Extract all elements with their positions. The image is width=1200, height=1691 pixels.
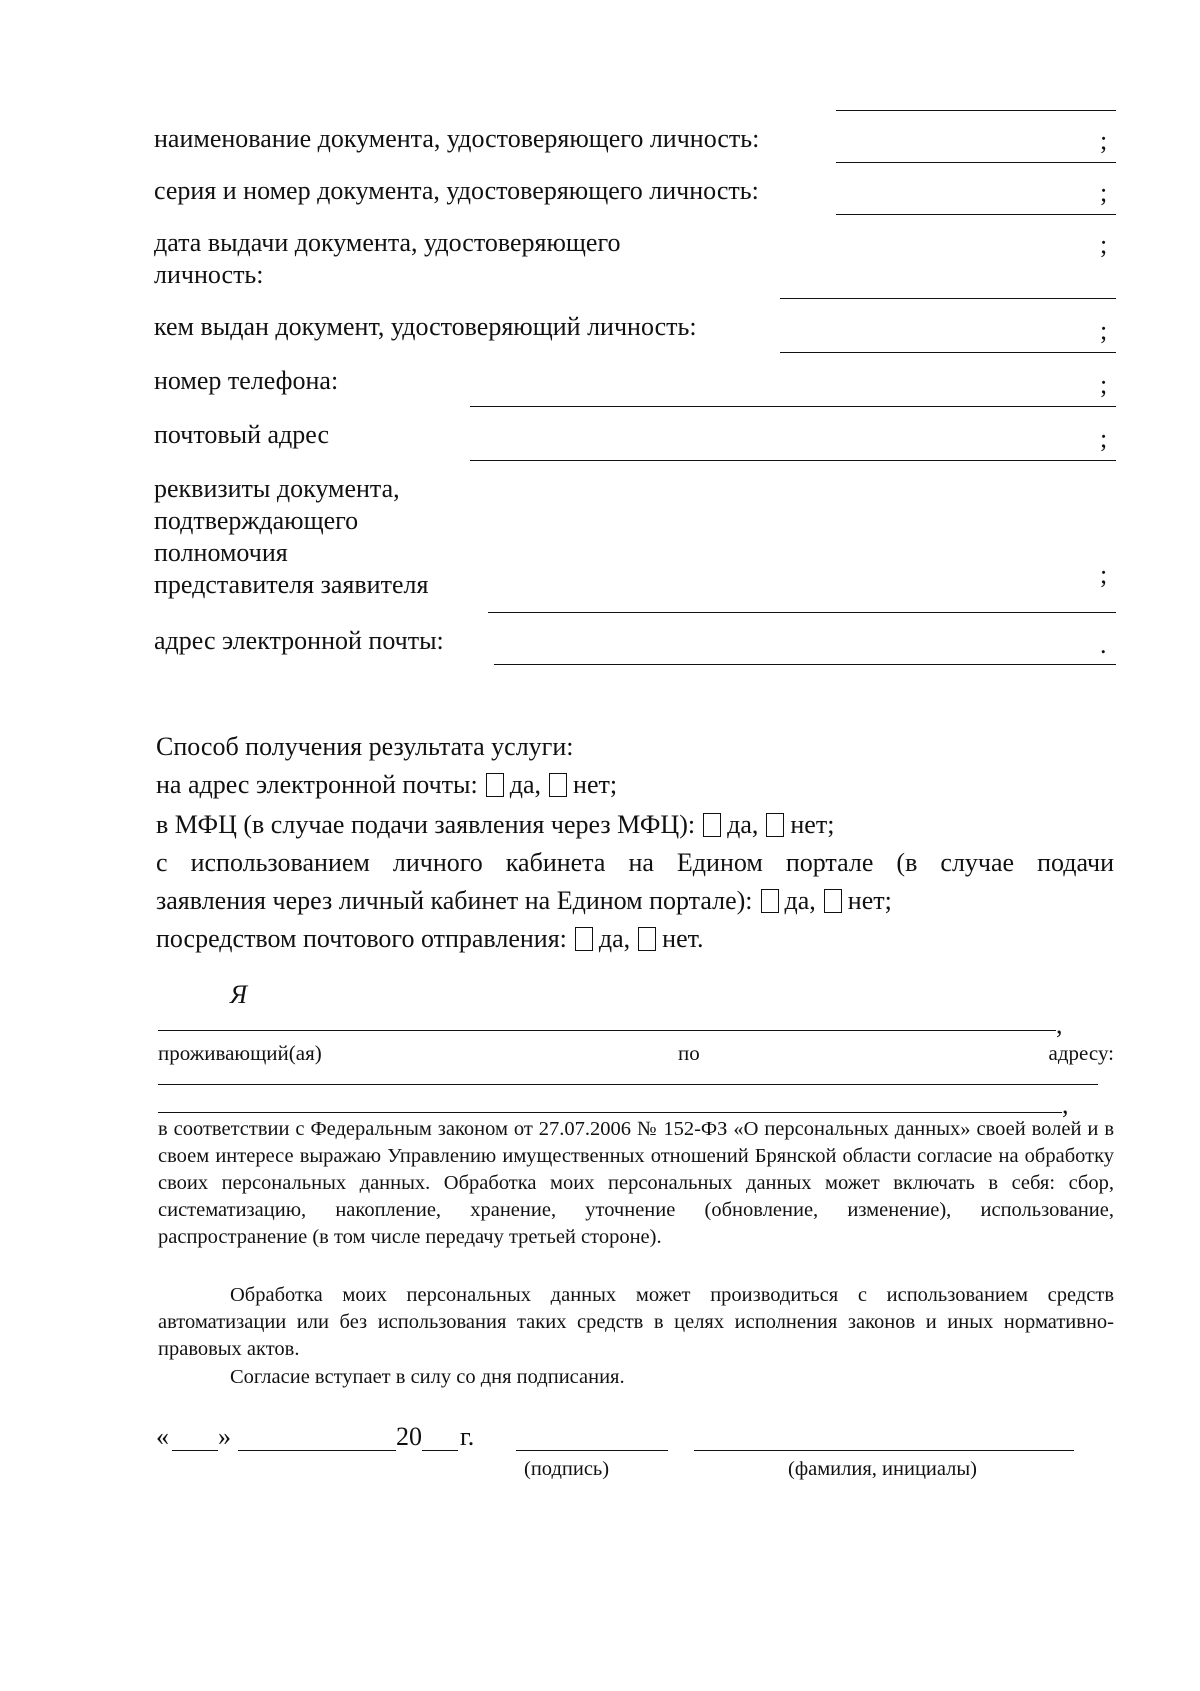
fill-line-address-2[interactable] — [158, 1112, 1062, 1113]
semicolon: ; — [1100, 230, 1108, 259]
method-post-row — [156, 924, 704, 954]
semicolon: ; — [1100, 178, 1108, 207]
fill-line-month[interactable] — [238, 1450, 396, 1451]
checkbox-mfc-yes[interactable] — [703, 813, 721, 837]
no-label: нет; — [847, 886, 892, 915]
fill-line-document-series[interactable] — [836, 214, 1116, 215]
comma: , — [1056, 1010, 1063, 1039]
semicolon: ; — [1100, 560, 1108, 589]
checkbox-post-yes[interactable] — [575, 927, 593, 951]
fill-line-day[interactable] — [172, 1450, 218, 1451]
label-phone: номер телефона: — [154, 366, 339, 395]
yes-label: да, — [598, 924, 631, 953]
label-document-series: серия и номер документа, удостоверяющего личность: — [154, 176, 759, 205]
label-requisites-line3: полномочия — [154, 538, 288, 567]
quote-open: « — [156, 1422, 169, 1451]
fill-line-signature[interactable] — [516, 1450, 668, 1451]
period: . — [1100, 630, 1107, 659]
method-email-label: на адрес электронной почты: — [156, 770, 478, 799]
fill-line-year[interactable] — [422, 1450, 458, 1451]
checkbox-email-yes[interactable] — [486, 773, 504, 797]
checkbox-portal-no[interactable] — [824, 889, 842, 913]
label-issuer: кем выдан документ, удостоверяющий личность: — [154, 312, 697, 341]
year-prefix: 20 — [396, 1422, 422, 1451]
label-requisites-line1: реквизиты документа, — [154, 474, 400, 503]
quote-close: » — [218, 1422, 231, 1451]
fill-line-name[interactable] — [694, 1450, 1074, 1451]
living-label: проживающий(ая) — [158, 1041, 322, 1065]
method-portal-row — [156, 886, 892, 916]
method-mfc-row — [156, 810, 834, 840]
method-mfc-label: в МФЦ (в случае подачи заявления через МФЦ): — [156, 810, 696, 839]
year-suffix: г. — [460, 1422, 475, 1451]
checkbox-email-no[interactable] — [549, 773, 567, 797]
living-by: по — [678, 1041, 700, 1065]
label-document-name: наименование документа, удостоверяющего личность: — [154, 124, 760, 153]
fill-line-top — [836, 110, 1116, 111]
checkbox-post-no[interactable] — [638, 927, 656, 951]
yes-label: да, — [784, 886, 816, 915]
fill-line-full-name[interactable] — [158, 1030, 1056, 1031]
signature-caption: (подпись) — [524, 1458, 610, 1480]
label-requisites-line4: представителя заявителя — [154, 570, 429, 599]
fill-line-requisites[interactable] — [488, 612, 1116, 613]
name-caption: (фамилия, инициалы) — [788, 1458, 977, 1480]
fill-line-phone[interactable] — [470, 406, 1116, 407]
consent-paragraph-1: в соответствии с Федеральным законом от 27.07.2006 № 152-ФЗ «О персональных данных» своей волей и в своем интересе выражаю Управлению имущественных отношений Брянской области согласие на обработку своих персональных данных. Обработка моих персональных данных может включать в себя: сбор, систематизацию, накопление, хранение, уточнение (обновление, изменение), использование, распространение (в том числе передачу третьей стороне). — [158, 1118, 1114, 1248]
checkbox-mfc-no[interactable] — [766, 813, 784, 837]
semicolon: ; — [1100, 424, 1108, 453]
semicolon: ; — [1100, 370, 1108, 399]
method-portal-line1: с использованием личного кабинета на Едином портале (в случае подачи — [156, 848, 1114, 877]
method-post-label: посредством почтового отправления: — [156, 924, 567, 953]
fill-line-document-name[interactable] — [836, 162, 1116, 163]
no-label: нет. — [662, 924, 704, 953]
consent-ya: Я — [230, 980, 248, 1009]
living-address: адресу: — [1048, 1041, 1114, 1065]
no-label: нет; — [573, 770, 618, 799]
semicolon: ; — [1100, 316, 1108, 345]
consent-paragraph-3: Согласие вступает в силу со дня подписания. — [230, 1366, 625, 1388]
fill-line-email[interactable] — [494, 664, 1116, 665]
method-portal-label: заявления через личный кабинет на Едином портале): — [156, 886, 753, 915]
semicolon: ; — [1100, 126, 1108, 155]
label-email: адрес электронной почты: — [154, 626, 444, 655]
label-postal-address: почтовый адрес — [154, 420, 329, 449]
label-issue-date-line2: личность: — [154, 260, 264, 289]
yes-label: да, — [727, 810, 759, 839]
fill-line-address-1[interactable] — [158, 1084, 1098, 1085]
fill-line-issuer[interactable] — [780, 352, 1116, 353]
method-title: Способ получения результата услуги: — [156, 732, 574, 761]
method-email-row — [156, 770, 617, 800]
no-label: нет; — [790, 810, 835, 839]
comma: , — [1062, 1090, 1069, 1119]
fill-line-issue-date[interactable] — [780, 298, 1116, 299]
yes-label: да, — [509, 770, 542, 799]
consent-paragraph-2: Обработка моих персональных данных может производиться с использованием средств автоматизации или без использования таких средств в целях исполнения законов и иных нормативно-правовых актов. — [158, 1284, 1114, 1360]
label-requisites-line2: подтверждающего — [154, 506, 359, 535]
fill-line-postal-address[interactable] — [470, 460, 1116, 461]
checkbox-portal-yes[interactable] — [761, 889, 779, 913]
label-issue-date-line1: дата выдачи документа, удостоверяющего — [154, 228, 621, 257]
